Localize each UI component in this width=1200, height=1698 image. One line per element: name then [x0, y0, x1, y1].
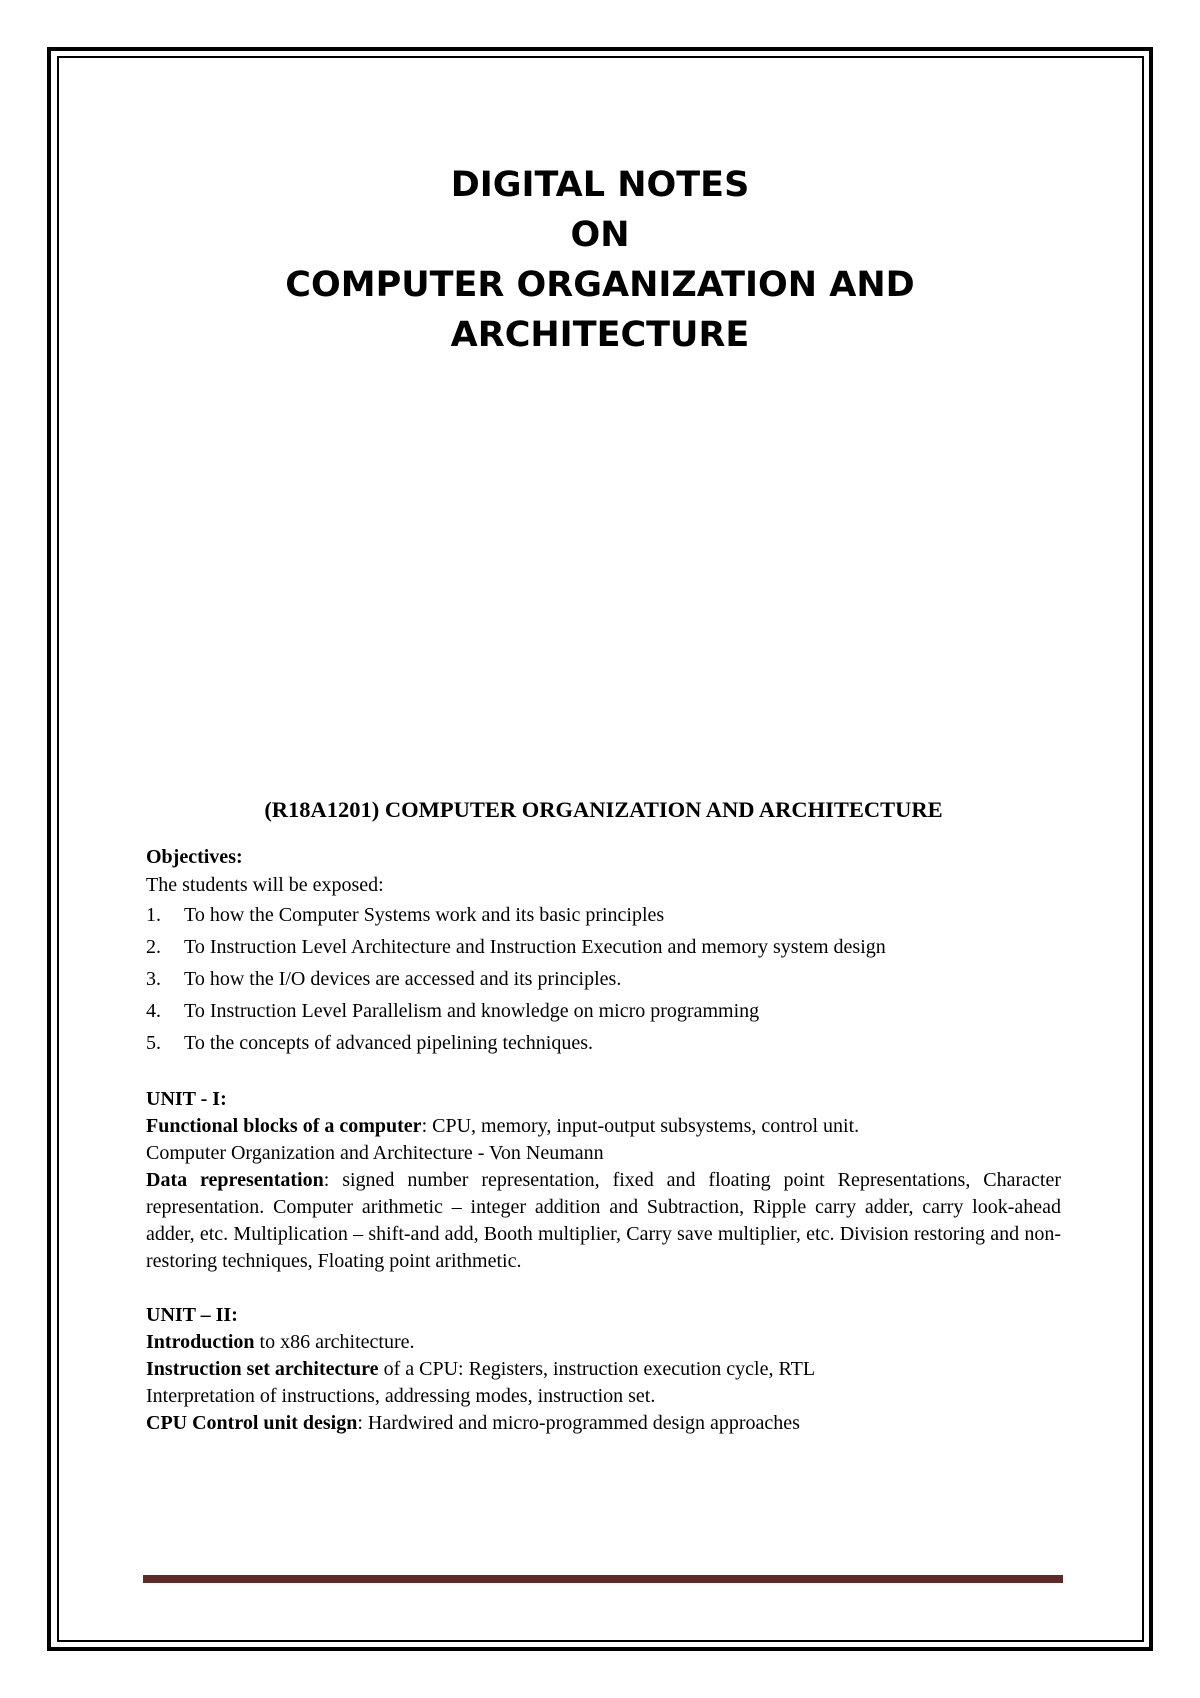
- unit-2-interpretation: Interpretation of instructions, addressing modes, instruction set.: [146, 1385, 656, 1407]
- footer-rule: [143, 1575, 1063, 1583]
- objective-item: [146, 899, 1061, 931]
- unit-1-functional-blocks-term: Functional blocks of a computer: [146, 1115, 422, 1137]
- unit-1-functional-blocks: [146, 1113, 1061, 1140]
- unit-2-isa-text: of a CPU: Registers, instruction execution cycle, RTL: [378, 1358, 816, 1380]
- unit-2-control-unit-term: CPU Control unit design: [146, 1412, 358, 1434]
- objectives-heading: Objectives:: [146, 846, 243, 868]
- syllabus-section: [146, 795, 1061, 1437]
- unit-2-isa: [146, 1356, 1061, 1383]
- objective-number: 2.: [146, 936, 161, 958]
- objective-text: To Instruction Level Architecture and Instruction Execution and memory system design: [184, 936, 886, 958]
- unit-2-introduction: [146, 1329, 1061, 1356]
- unit-1-data-representation-term: Data representation: [146, 1169, 324, 1191]
- cover-title-line-1: DIGITAL NOTES: [450, 165, 750, 205]
- unit-1-functional-blocks-text: : CPU, memory, input-output subsystems, control unit.: [421, 1115, 860, 1137]
- objective-number: 5.: [146, 1032, 161, 1054]
- objective-item: [146, 931, 1061, 963]
- unit-2-introduction-term: Introduction: [146, 1331, 255, 1353]
- objective-text: To the concepts of advanced pipelining techniques.: [184, 1032, 594, 1054]
- objective-number: 4.: [146, 1000, 161, 1022]
- cover-title: [0, 160, 1200, 360]
- objective-number: 1.: [146, 904, 161, 926]
- objective-item: [146, 963, 1061, 995]
- unit-2-isa-term: Instruction set architecture: [146, 1358, 379, 1380]
- unit-1-data-representation-text: : signed number representation, fixed and floating point Representations, Character representation. Computer arithmetic – integer addition and Subtraction, Ripple carry adder, carry look-ahead adder, etc. Multiplication – shift-and add, Booth multiplier, Carry save multiplier, etc. Division restoring and non-restoring techniques, Floating point arithmetic.: [146, 1169, 1061, 1272]
- objective-text: To Instruction Level Parallelism and knowledge on micro programming: [184, 1000, 760, 1022]
- unit-1-heading: UNIT - I:: [146, 1088, 227, 1110]
- unit-2-control-unit: [146, 1410, 1061, 1437]
- unit-1-von-neumann: Computer Organization and Architecture - Von Neumann: [146, 1142, 604, 1164]
- objective-number: 3.: [146, 968, 161, 990]
- cover-title-line-2: ON: [570, 215, 630, 255]
- cover-title-line-3: COMPUTER ORGANIZATION AND: [285, 265, 915, 305]
- objective-item: [146, 1027, 1061, 1059]
- objective-text: To how the I/O devices are accessed and its principles.: [184, 968, 622, 990]
- unit-1-data-representation: [146, 1167, 1061, 1275]
- unit-2-control-unit-text: : Hardwired and micro-programmed design approaches: [357, 1412, 800, 1434]
- objectives-intro: The students will be exposed:: [146, 874, 384, 896]
- objective-item: [146, 995, 1061, 1027]
- objectives-list: [146, 899, 1061, 1059]
- course-title: (R18A1201) COMPUTER ORGANIZATION AND ARCHITECTURE: [264, 797, 943, 822]
- unit-2-introduction-text: to x86 architecture.: [254, 1331, 415, 1353]
- unit-2-heading: UNIT – II:: [146, 1304, 238, 1326]
- objective-text: To how the Computer Systems work and its basic principles: [184, 904, 665, 926]
- cover-title-line-4: ARCHITECTURE: [450, 315, 750, 355]
